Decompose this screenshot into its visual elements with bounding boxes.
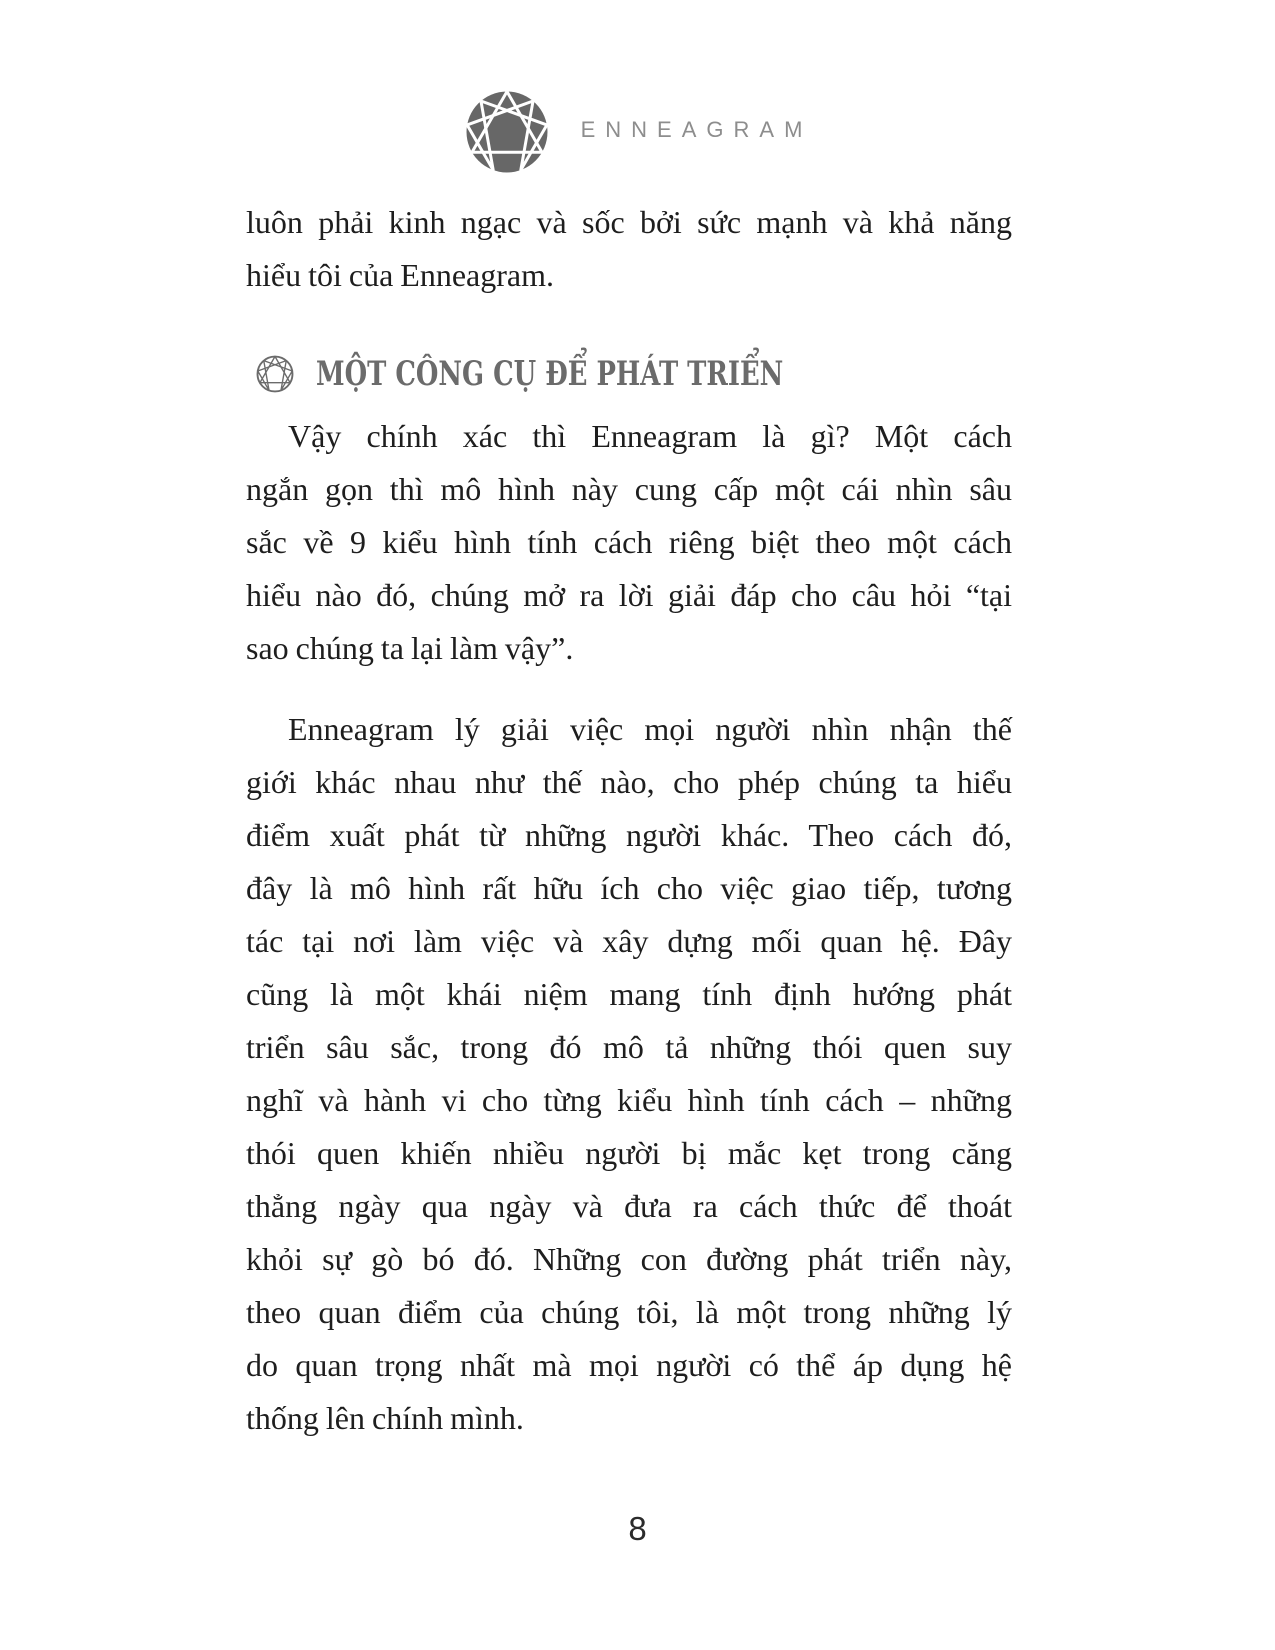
text-line: triển sâu sắc, trong đó mô tả những thói quen suy [246,1029,1012,1065]
paragraph-intro [246,196,1012,302]
enneagram-outline-icon [256,355,294,393]
section-heading [256,354,1012,394]
text-line: sắc về 9 kiểu hình tính cách riêng biệt theo một cách [246,524,1012,560]
text-line: Enneagram lý giải việc mọi người nhìn nhận thế [288,711,1012,747]
text-line: hiểu nào đó, chúng mở ra lời giải đáp cho câu hỏi “tại [246,577,1012,613]
text-line: hiểu tôi của Enneagram. [246,257,554,293]
page-number: 8 [628,1510,647,1547]
text-line: đây là mô hình rất hữu ích cho việc giao tiếp, tương [246,870,1012,906]
section-heading-label: MỘT CÔNG CỤ ĐỂ PHÁT TRIỂN [316,354,784,394]
text-line: điểm xuất phát từ những người khác. Theo cách đó, [246,817,1012,853]
text-line: giới khác nhau như thế nào, cho phép chúng ta hiểu [246,764,1012,800]
text-line: thói quen khiến nhiều người bị mắc kẹt trong căng [246,1135,1012,1171]
text-line: thống lên chính mình. [246,1400,524,1436]
text-line: ngắn gọn thì mô hình này cung cấp một cái nhìn sâu [246,471,1012,507]
text-line: tác tại nơi làm việc và xây dựng mối quan hệ. Đây [246,923,1012,959]
text-line: nghĩ và hành vi cho từng kiểu hình tính cách – những [246,1082,1012,1118]
paragraph-explanation [246,703,1012,1445]
text-line: cũng là một khái niệm mang tính định hướng phát [246,976,1012,1012]
text-line: khỏi sự gò bó đó. Những con đường phát triển này, [246,1241,1012,1277]
text-line: luôn phải kinh ngạc và sốc bởi sức mạnh và khả năng [246,204,1012,240]
content-column [246,196,1012,1445]
page-header [0,0,1275,176]
text-line: sao chúng ta lại làm vậy”. [246,630,574,666]
text-line: thẳng ngày qua ngày và đưa ra cách thức để thoát [246,1188,1012,1224]
enneagram-logo-icon [463,88,551,176]
text-line: theo quan điểm của chúng tôi, là một trong những lý [246,1294,1012,1330]
text-line: Vậy chính xác thì Enneagram là gì? Một cách [288,418,1012,454]
brand-wordmark: ENNEAGRAM [580,117,813,142]
paragraph-definition [246,410,1012,675]
text-line: do quan trọng nhất mà mọi người có thể áp dụng hệ [246,1347,1012,1383]
